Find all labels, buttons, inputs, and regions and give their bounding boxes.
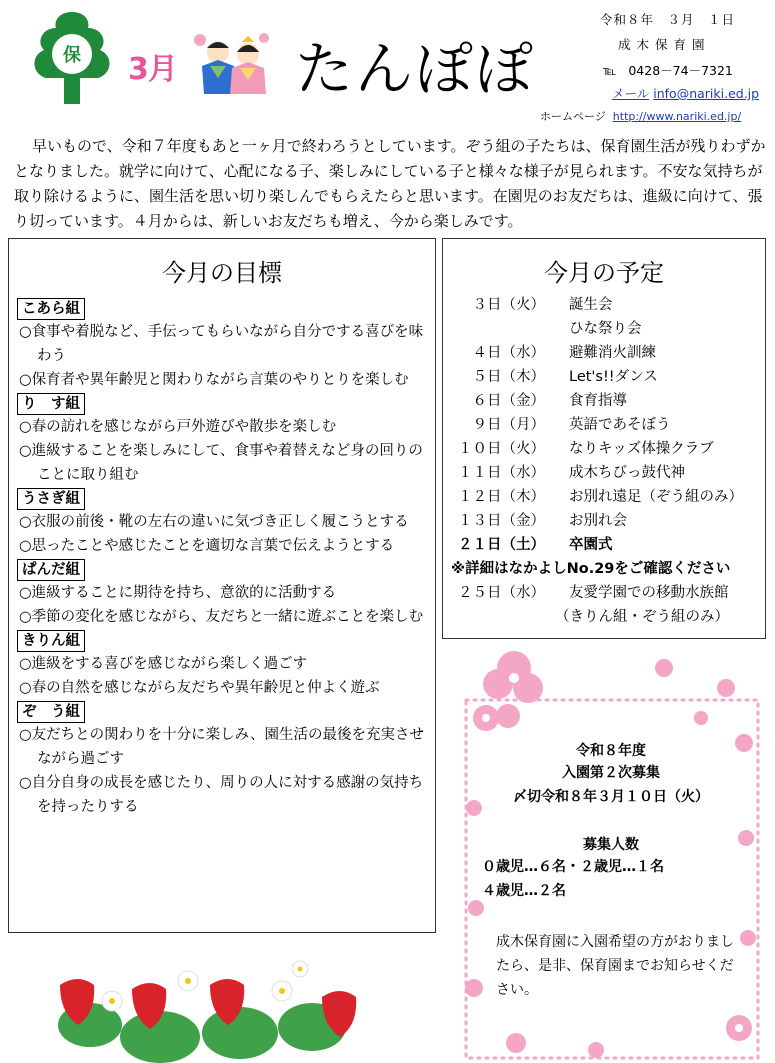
- goal-item: ○食事や着脱など、手伝ってもらいながら自分でする喜びを味わう: [19, 324, 424, 364]
- goals-title: 今月の目標: [162, 259, 282, 287]
- recruit-capacity-heading: 募集人数: [583, 837, 639, 853]
- goal-item: ○春の自然を感じながら友だちや異年齢児と仲よく遊ぶ: [19, 680, 380, 696]
- class-label: ぞ う組: [17, 701, 85, 723]
- schedule-row: [443, 341, 765, 365]
- schedule-event-continuation: [443, 605, 765, 629]
- goal-item: ○思ったことや感じたことを適切な言葉で伝えようとする: [19, 538, 395, 554]
- intro-paragraph: 早いもので、令和７年度もあと一ヶ月で終わろうとしています。ぞう組の子たちは、保育園生活が残りわずかとなりました。就学に向けて、心配になる子、楽しみにしている子と様々な様子が見られます。不安な気持ちが取り除けるように、園生活を思い切り楽しんでもらえたらと思います。在園児のお友だちは、進級に向けて、張り切っています。４月からは、新しいお友だちも増え、今から楽しみです。: [14, 137, 766, 230]
- schedule-date: １２日（木）: [458, 489, 545, 505]
- schedule-date: ５日（木）: [472, 369, 545, 385]
- schedule-event: 卒園式: [569, 537, 613, 553]
- recruit-capacity-line2: ４歳児…２名: [482, 883, 566, 899]
- recruitment-notice: [456, 648, 766, 1063]
- schedule-event: 避難消火訓練: [569, 345, 656, 361]
- schedule-event: 友愛学園での移動水族館: [569, 585, 729, 601]
- class-label: ぱんだ組: [17, 559, 85, 581]
- newsletter-title: たんぽぽ: [295, 35, 536, 103]
- schedule-row: [443, 365, 765, 389]
- schedule-row: [443, 533, 765, 557]
- schedule-row: [443, 581, 765, 605]
- schedule-title: 今月の予定: [544, 259, 664, 287]
- schedule-row: [443, 437, 765, 461]
- class-label: きりん組: [17, 630, 85, 652]
- nursery-name: 成木保育園: [618, 37, 711, 52]
- schedule-event: お別れ遠足（ぞう組のみ）: [569, 489, 743, 505]
- schedule-date: ６日（金）: [472, 393, 545, 409]
- recruit-deadline: 〆切令和８年３月１０日（火）: [513, 789, 709, 805]
- goal-item: ○進級することを楽しみにして、食事や着替えなど身の回りのことに取り組む: [19, 443, 423, 483]
- schedule-event: 英語であそぼう: [569, 417, 671, 433]
- mail-label: メール: [612, 86, 650, 101]
- goal-item: ○季節の変化を感じながら、友だちと一緒に遊ぶことを楽しむ: [19, 609, 424, 625]
- goal-item: ○自分自身の成長を感じたり、周りの人に対する感謝の気持ちを持ったりする: [19, 775, 424, 815]
- issue-date: 令和８年 ３月 １日: [600, 12, 736, 27]
- schedule-event: Let's!!ダンス: [569, 369, 658, 385]
- goal-item: ○進級することに期待を持ち、意欲的に活動する: [19, 585, 337, 601]
- month-badge: 3月: [128, 52, 177, 87]
- schedule-row: [443, 317, 765, 341]
- schedule-date: ９日（月）: [472, 417, 545, 433]
- schedule-row: [443, 485, 765, 509]
- goal-item: ○保育者や異年齢児と関わりながら言葉のやりとりを楽しむ: [19, 372, 409, 388]
- schedule-event: 誕生会: [569, 297, 613, 313]
- schedule-row: [443, 509, 765, 533]
- schedule-row: [443, 293, 765, 317]
- recruit-message: 成木保育園に入園希望の方がおりましたら、是非、保育園までお知らせください。: [496, 934, 734, 998]
- schedule-event: 成木ちびっ鼓代神: [569, 465, 685, 481]
- tel-label: ℡: [603, 63, 617, 78]
- schedule-date: ２１日（土）: [458, 537, 545, 553]
- schedule-date: ４日（水）: [472, 345, 545, 361]
- class-label: り す組: [17, 393, 85, 415]
- class-label: こあら組: [17, 298, 85, 320]
- homepage-line: [540, 108, 741, 124]
- schedule-date: １３日（金）: [458, 513, 545, 529]
- class-label: うさぎ組: [17, 488, 85, 510]
- goal-item: ○友だちとの関わりを十分に楽しみ、園生活の最後を充実させながら過ごす: [19, 727, 425, 767]
- tel-line: [603, 61, 733, 79]
- goal-item: ○春の訪れを感じながら戸外遊びや散歩を楽しむ: [19, 419, 337, 435]
- mail-link[interactable]: info@nariki.ed.jp: [653, 86, 760, 101]
- homepage-link[interactable]: http://www.nariki.ed.jp/: [612, 110, 742, 123]
- homepage-label: ホームページ: [540, 110, 606, 123]
- schedule-row: [443, 461, 765, 485]
- recruit-year: 令和８年度: [576, 743, 646, 759]
- mail-line: [612, 84, 759, 102]
- schedule-event: 食育指導: [569, 393, 627, 409]
- hina-dolls-illustration: [192, 28, 272, 98]
- schedule-event: お別れ会: [569, 513, 627, 529]
- monthly-goals-box: [8, 238, 436, 933]
- tel-number: 0428－74－7321: [628, 63, 733, 78]
- schedule-event-sub: （きりん組・ぞう組のみ）: [555, 609, 729, 625]
- schedule-date: [443, 317, 555, 341]
- schedule-event: ひな祭り会: [569, 321, 642, 337]
- schedule-list: [443, 293, 765, 557]
- schedule-date: ２５日（水）: [458, 585, 545, 601]
- monthly-schedule-box: [442, 238, 766, 639]
- recruit-capacity-line1: ０歳児…６名・２歳児…１名: [482, 859, 664, 875]
- schedule-note: ※詳細はなかよしNo.29をご確認ください: [451, 561, 731, 577]
- schedule-row: [443, 389, 765, 413]
- nursery-logo: [28, 8, 116, 108]
- schedule-date: ３日（火）: [472, 297, 545, 313]
- goal-item: ○進級をする喜びを感じながら楽しく過ごす: [19, 656, 308, 672]
- schedule-date: １１日（水）: [458, 465, 545, 481]
- logo-text: 保: [63, 45, 81, 66]
- schedule-event: なりキッズ体操クラブ: [569, 441, 714, 457]
- schedule-row: [443, 413, 765, 437]
- goal-list: [9, 297, 435, 819]
- schedule-date: １０日（火）: [458, 441, 545, 457]
- goal-item: ○衣服の前後・靴の左右の違いに気づき正しく履こうとする: [19, 514, 409, 530]
- recruit-heading: 入園第２次募集: [562, 765, 660, 781]
- strawberry-decoration: [50, 955, 370, 1063]
